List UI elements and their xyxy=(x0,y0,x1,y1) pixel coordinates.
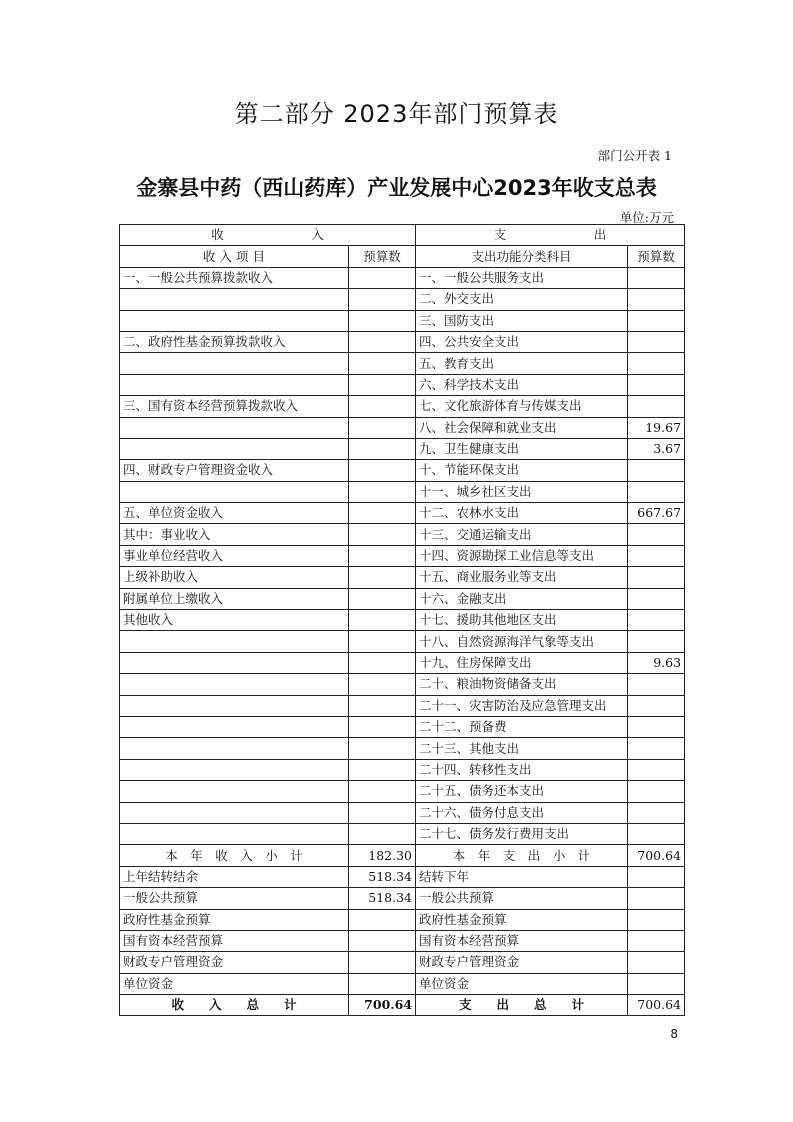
table-row xyxy=(120,460,685,481)
income-amount-cell xyxy=(349,331,416,352)
income-amount-cell xyxy=(349,310,416,331)
income-amount-cell xyxy=(349,952,416,973)
income-amount-cell xyxy=(349,289,416,310)
page-title: 金寨县中药（西山药库）产业发展中心2023年收支总表 xyxy=(136,176,657,200)
income-item-cell: 上年结转结余 xyxy=(120,866,349,887)
table-row xyxy=(120,331,685,352)
table-row xyxy=(120,353,685,374)
expense-amount-cell xyxy=(628,973,685,994)
table-row xyxy=(120,866,685,887)
expense-item-cell: 单位资金 xyxy=(416,973,628,994)
expense-amount-cell xyxy=(628,695,685,716)
expense-item-cell: 十九、住房保障支出 xyxy=(416,652,628,673)
income-amount-cell xyxy=(349,674,416,695)
income-item-cell xyxy=(120,802,349,823)
expense-amount-cell xyxy=(628,802,685,823)
expense-item-cell: 六、科学技术支出 xyxy=(416,374,628,395)
expense-item-cell: 国有资本经营预算 xyxy=(416,930,628,951)
table-row xyxy=(120,781,685,802)
expense-item-cell: 二十六、债务付息支出 xyxy=(416,802,628,823)
income-item-header: 收 入 项 目 xyxy=(120,246,349,267)
income-amount-cell: 182.30 xyxy=(349,845,416,866)
income-item-cell xyxy=(120,374,349,395)
income-item-cell: 事业单位经营收入 xyxy=(120,545,349,566)
income-section-header: 收 入 xyxy=(120,225,416,246)
income-amount-cell xyxy=(349,460,416,481)
expense-item-cell: 二、外交支出 xyxy=(416,289,628,310)
income-item-cell: 二、政府性基金预算拨款收入 xyxy=(120,331,349,352)
income-item-cell xyxy=(120,781,349,802)
expense-item-header: 支出功能分类科目 xyxy=(416,246,628,267)
income-item-cell xyxy=(120,353,349,374)
expense-item-cell: 本 年 支 出 小 计 xyxy=(416,845,628,866)
income-item-cell xyxy=(120,310,349,331)
expense-amount-cell: 667.67 xyxy=(628,503,685,524)
income-item-cell xyxy=(120,695,349,716)
expense-amount-cell: 19.67 xyxy=(628,417,685,438)
expense-amount-cell xyxy=(628,674,685,695)
expense-item-cell: 财政专户管理资金 xyxy=(416,952,628,973)
table-row xyxy=(120,674,685,695)
expense-item-cell: 四、公共安全支出 xyxy=(416,331,628,352)
income-amount-cell xyxy=(349,417,416,438)
expense-amount-cell: 3.67 xyxy=(628,438,685,459)
income-amount-cell xyxy=(349,353,416,374)
expense-item-cell: 十五、商业服务业等支出 xyxy=(416,567,628,588)
income-item-cell: 一般公共预算 xyxy=(120,888,349,909)
income-amount-cell xyxy=(349,759,416,780)
income-item-cell: 单位资金 xyxy=(120,973,349,994)
page-number: 8 xyxy=(670,1027,678,1041)
table-row xyxy=(120,631,685,652)
total-expense-value: 700.64 xyxy=(628,995,685,1016)
expense-item-cell: 十六、金融支出 xyxy=(416,588,628,609)
expense-item-cell: 十三、交通运输支出 xyxy=(416,524,628,545)
income-amount-cell xyxy=(349,481,416,502)
income-amount-cell xyxy=(349,567,416,588)
table-row xyxy=(120,374,685,395)
income-amount-cell xyxy=(349,524,416,545)
expense-item-cell: 二十四、转移性支出 xyxy=(416,759,628,780)
income-item-cell: 其中：事业收入 xyxy=(120,524,349,545)
income-amount-header: 预算数 xyxy=(349,246,416,267)
expense-amount-cell xyxy=(628,331,685,352)
expense-amount-cell xyxy=(628,289,685,310)
total-expense-label: 支 出 总 计 xyxy=(416,995,628,1016)
income-item-cell: 上级补助收入 xyxy=(120,567,349,588)
income-item-cell xyxy=(120,759,349,780)
expense-item-cell: 二十二、预备费 xyxy=(416,716,628,737)
table-row xyxy=(120,588,685,609)
table-row xyxy=(120,396,685,417)
expense-item-cell: 五、教育支出 xyxy=(416,353,628,374)
unit-label: 单位:万元 xyxy=(619,210,674,225)
expense-amount-cell xyxy=(628,353,685,374)
expense-amount-cell xyxy=(628,524,685,545)
income-amount-cell xyxy=(349,781,416,802)
table-row xyxy=(120,503,685,524)
table-row xyxy=(120,909,685,930)
expense-amount-cell xyxy=(628,374,685,395)
expense-amount-cell: 9.63 xyxy=(628,652,685,673)
expense-item-cell: 一般公共预算 xyxy=(416,888,628,909)
table-row xyxy=(120,417,685,438)
total-income-label: 收 入 总 计 xyxy=(120,995,349,1016)
expense-item-cell: 三、国防支出 xyxy=(416,310,628,331)
expense-item-cell: 七、文化旅游体育与传媒支出 xyxy=(416,396,628,417)
table-row xyxy=(120,802,685,823)
income-amount-cell xyxy=(349,652,416,673)
income-amount-cell xyxy=(349,267,416,288)
income-amount-cell xyxy=(349,545,416,566)
income-amount-cell xyxy=(349,503,416,524)
income-amount-cell xyxy=(349,374,416,395)
expense-amount-cell xyxy=(628,866,685,887)
income-item-cell xyxy=(120,438,349,459)
column-header-row xyxy=(120,246,685,267)
table-number: 部门公开表 1 xyxy=(597,148,672,163)
income-amount-cell xyxy=(349,438,416,459)
income-item-cell xyxy=(120,417,349,438)
expense-item-cell: 结转下年 xyxy=(416,866,628,887)
part-title: 第二部分 2023年部门预算表 xyxy=(234,100,559,128)
table-row xyxy=(120,310,685,331)
income-item-cell: 本 年 收 入 小 计 xyxy=(120,845,349,866)
expense-item-cell: 八、社会保障和就业支出 xyxy=(416,417,628,438)
income-item-cell: 附属单位上缴收入 xyxy=(120,588,349,609)
expense-amount-cell xyxy=(628,545,685,566)
table-row xyxy=(120,652,685,673)
expense-item-cell: 二十一、灾害防治及应急管理支出 xyxy=(416,695,628,716)
expense-item-cell: 九、卫生健康支出 xyxy=(416,438,628,459)
table-row xyxy=(120,952,685,973)
table-row xyxy=(120,524,685,545)
income-amount-cell xyxy=(349,738,416,759)
income-amount-cell xyxy=(349,930,416,951)
income-item-cell: 四、财政专户管理资金收入 xyxy=(120,460,349,481)
expense-amount-cell xyxy=(628,460,685,481)
expense-amount-cell xyxy=(628,588,685,609)
expense-amount-cell xyxy=(628,481,685,502)
income-amount-cell xyxy=(349,588,416,609)
budget-summary-table xyxy=(119,224,685,1016)
income-item-cell xyxy=(120,738,349,759)
table-row xyxy=(120,738,685,759)
income-item-cell: 五、单位资金收入 xyxy=(120,503,349,524)
income-item-cell xyxy=(120,652,349,673)
income-item-cell: 国有资本经营预算 xyxy=(120,930,349,951)
expense-amount-cell xyxy=(628,631,685,652)
income-item-cell xyxy=(120,481,349,502)
table-row xyxy=(120,481,685,502)
income-amount-cell: 518.34 xyxy=(349,866,416,887)
expense-item-cell: 政府性基金预算 xyxy=(416,909,628,930)
table-row xyxy=(120,973,685,994)
table-row xyxy=(120,438,685,459)
table-row xyxy=(120,289,685,310)
income-item-cell xyxy=(120,289,349,310)
expense-item-cell: 十一、城乡社区支出 xyxy=(416,481,628,502)
expense-item-cell: 十七、援助其他地区支出 xyxy=(416,610,628,631)
expense-item-cell: 十八、自然资源海洋气象等支出 xyxy=(416,631,628,652)
table-row xyxy=(120,695,685,716)
expense-item-cell: 二十七、债务发行费用支出 xyxy=(416,823,628,844)
income-item-cell: 财政专户管理资金 xyxy=(120,952,349,973)
section-header-row xyxy=(120,225,685,246)
expense-amount-cell xyxy=(628,952,685,973)
expense-amount-cell xyxy=(628,396,685,417)
income-amount-cell xyxy=(349,610,416,631)
income-amount-cell xyxy=(349,695,416,716)
expense-item-cell: 二十三、其他支出 xyxy=(416,738,628,759)
expense-section-header: 支 出 xyxy=(416,225,685,246)
table-row xyxy=(120,845,685,866)
income-amount-cell xyxy=(349,631,416,652)
table-row xyxy=(120,716,685,737)
expense-amount-cell xyxy=(628,909,685,930)
expense-amount-cell xyxy=(628,310,685,331)
income-amount-cell xyxy=(349,802,416,823)
income-item-cell xyxy=(120,823,349,844)
expense-amount-cell xyxy=(628,888,685,909)
expense-amount-header: 预算数 xyxy=(628,246,685,267)
expense-amount-cell xyxy=(628,567,685,588)
income-amount-cell xyxy=(349,973,416,994)
expense-item-cell: 一、一般公共服务支出 xyxy=(416,267,628,288)
table-row xyxy=(120,930,685,951)
income-amount-cell: 518.34 xyxy=(349,888,416,909)
table-row xyxy=(120,567,685,588)
expense-amount-cell xyxy=(628,716,685,737)
income-item-cell: 一、一般公共预算拨款收入 xyxy=(120,267,349,288)
income-item-cell xyxy=(120,674,349,695)
expense-item-cell: 二十、粮油物资储备支出 xyxy=(416,674,628,695)
expense-item-cell: 十二、农林水支出 xyxy=(416,503,628,524)
table-row xyxy=(120,610,685,631)
income-item-cell: 政府性基金预算 xyxy=(120,909,349,930)
income-amount-cell xyxy=(349,396,416,417)
income-amount-cell xyxy=(349,909,416,930)
table-row xyxy=(120,823,685,844)
expense-amount-cell xyxy=(628,267,685,288)
income-item-cell: 三、国有资本经营预算拨款收入 xyxy=(120,396,349,417)
total-income-value: 700.64 xyxy=(349,995,416,1016)
expense-amount-cell xyxy=(628,930,685,951)
table-row xyxy=(120,888,685,909)
income-amount-cell xyxy=(349,823,416,844)
expense-item-cell: 十、节能环保支出 xyxy=(416,460,628,481)
expense-item-cell: 二十五、债务还本支出 xyxy=(416,781,628,802)
table-row xyxy=(120,545,685,566)
income-item-cell: 其他收入 xyxy=(120,610,349,631)
income-amount-cell xyxy=(349,716,416,737)
expense-amount-cell xyxy=(628,738,685,759)
income-item-cell xyxy=(120,716,349,737)
expense-amount-cell xyxy=(628,759,685,780)
expense-amount-cell xyxy=(628,823,685,844)
expense-amount-cell xyxy=(628,781,685,802)
expense-amount-cell xyxy=(628,610,685,631)
expense-item-cell: 十四、资源勘探工业信息等支出 xyxy=(416,545,628,566)
expense-amount-cell: 700.64 xyxy=(628,845,685,866)
grand-total-row xyxy=(120,995,685,1016)
table-row xyxy=(120,267,685,288)
income-item-cell xyxy=(120,631,349,652)
table-row xyxy=(120,759,685,780)
